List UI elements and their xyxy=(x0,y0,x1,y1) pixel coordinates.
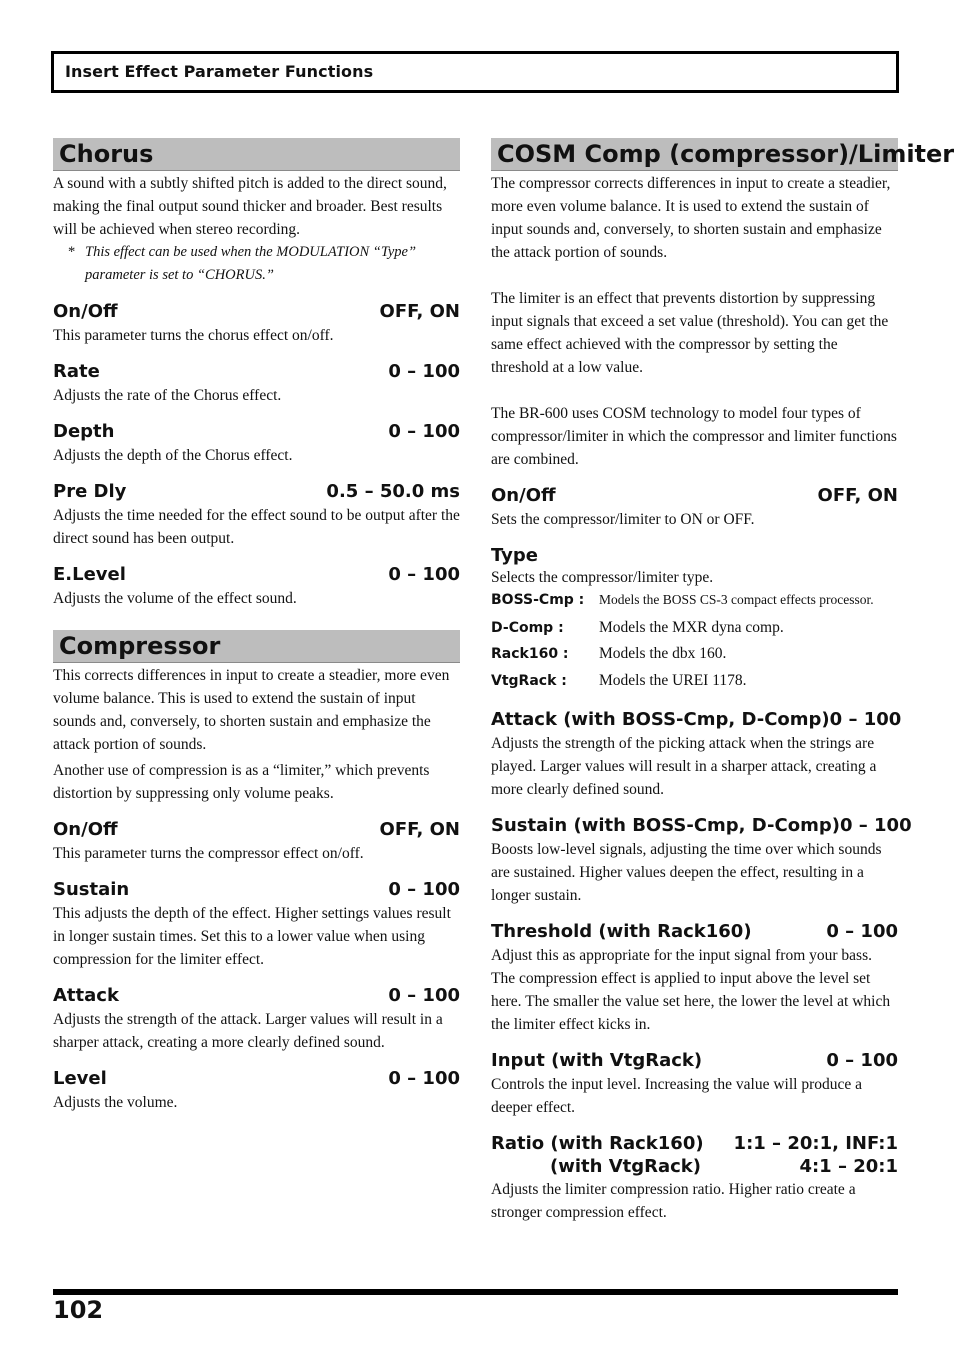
param-range: OFF, ON xyxy=(817,485,898,506)
param-cosm-input xyxy=(491,1049,898,1073)
param-name: Attack xyxy=(53,985,119,1006)
type-item xyxy=(491,619,898,646)
param-name: Rate xyxy=(53,361,100,382)
param-comp-level xyxy=(53,1067,460,1091)
param-desc: Controls the input level. Increasing the value will produce a deeper effect. xyxy=(491,1076,863,1116)
param-desc: Adjusts the strength of the picking attack when the strings are played. Larger values will result in a sharper attack, creating a more clearly defined sound. xyxy=(491,735,877,798)
param-comp-attack xyxy=(53,984,460,1008)
right-column xyxy=(491,138,954,1224)
param-range: 0 – 100 xyxy=(388,421,460,442)
param-cosm-attack xyxy=(491,708,902,732)
param-name: On/Off xyxy=(53,301,118,322)
param-name: E.Level xyxy=(53,564,126,585)
param-name: Sustain (with BOSS-Cmp, D-Comp) xyxy=(491,815,840,836)
param-range: 0 – 100 xyxy=(829,709,902,730)
param-range: 0 – 100 xyxy=(826,921,898,942)
param-chorus-depth xyxy=(53,420,460,444)
note-mark: * xyxy=(68,244,76,260)
param-desc: This adjusts the depth of the effect. Higher settings values result in longer sustain times. Set this to a lower value when using compression for the limiter effect. xyxy=(53,905,451,968)
cosm-intro-2: The limiter is an effect that prevents distortion by suppressing input signals that exceed a set value (threshold). You can get the same effect achieved with the compressor by setting the threshold at a low value. xyxy=(491,290,889,376)
param-desc: Adjusts the limiter compression ratio. Higher ratio create a stronger compression effect. xyxy=(491,1181,856,1221)
param-name: (with VtgRack) xyxy=(550,1156,702,1177)
param-cosm-type xyxy=(491,544,898,568)
param-range: 0 – 100 xyxy=(826,1050,898,1071)
param-desc: Adjust this as appropriate for the input signal from your bass. The compression effect is applied to input above the level set here. The smaller the value set here, the lower the level at which the limiter effect kicks in. xyxy=(491,947,891,1033)
param-desc: This parameter turns the chorus effect on/off. xyxy=(53,327,334,344)
param-range: OFF, ON xyxy=(379,301,460,322)
param-desc: Adjusts the volume. xyxy=(53,1094,178,1111)
param-chorus-elevel xyxy=(53,563,460,587)
param-name: Pre Dly xyxy=(53,481,127,502)
type-item xyxy=(491,592,898,619)
param-desc: Boosts low-level signals, adjusting the time over which sounds are sustained. Higher values deepen the effect, resulting in a longer sustain. xyxy=(491,841,882,904)
param-range: OFF, ON xyxy=(379,819,460,840)
param-desc: This parameter turns the compressor effect on/off. xyxy=(53,845,364,862)
param-cosm-threshold xyxy=(491,920,898,944)
type-item xyxy=(491,672,898,699)
param-name: Threshold (with Rack160) xyxy=(491,921,752,942)
param-name: Type xyxy=(491,545,538,566)
type-val: Models the MXR dyna comp. xyxy=(599,618,784,636)
type-key: Rack160 : xyxy=(491,646,569,662)
param-name: Level xyxy=(53,1068,107,1089)
param-range: 0.5 – 50.0 ms xyxy=(326,481,460,502)
param-name: Attack (with BOSS-Cmp, D-Comp) xyxy=(491,709,830,730)
compressor-intro-2: Another use of compression is as a “limiter,” which prevents distortion by suppressing only volume peaks. xyxy=(53,762,430,802)
cosm-title: COSM Comp (compressor)/Limiter xyxy=(491,138,898,171)
chorus-note-text: This effect can be used when the MODULATION “Type” parameter is set to “CHORUS.” xyxy=(85,244,417,283)
type-key: VtgRack : xyxy=(491,672,567,689)
param-chorus-onoff xyxy=(53,300,460,324)
param-range: 4:1 – 20:1 xyxy=(799,1156,898,1177)
chorus-title: Chorus xyxy=(53,138,460,171)
param-cosm-sustain xyxy=(491,814,912,838)
param-range: 0 – 100 xyxy=(388,985,460,1006)
param-range: 1:1 – 20:1, INF:1 xyxy=(733,1133,898,1154)
param-comp-onoff xyxy=(53,818,460,842)
param-name: Depth xyxy=(53,421,115,442)
page-number: 102 xyxy=(53,1296,104,1324)
param-chorus-predly xyxy=(53,480,460,504)
type-key: D-Comp : xyxy=(491,619,564,636)
param-name: Input (with VtgRack) xyxy=(491,1050,703,1071)
type-val: Models the UREI 1178. xyxy=(599,671,747,689)
param-name: On/Off xyxy=(491,485,556,506)
left-column xyxy=(53,138,460,1114)
param-desc: Adjusts the time needed for the effect sound to be output after the direct sound has been output. xyxy=(53,507,460,547)
param-name: On/Off xyxy=(53,819,118,840)
param-range: 0 – 100 xyxy=(388,361,460,382)
footer-rule xyxy=(53,1289,898,1295)
param-range: 0 – 100 xyxy=(839,815,912,836)
param-desc: Adjusts the strength of the attack. Larger values will result in a sharper attack, creating a more clearly defined sound. xyxy=(53,1011,443,1051)
compressor-intro-1: This corrects differences in input to create a steadier, more even volume balance. This is used to extend the sustain of input sounds and, conversely, to shorten sustain and emphasize the attack portion of sounds. xyxy=(53,667,450,753)
param-comp-sustain xyxy=(53,878,460,902)
param-range: 0 – 100 xyxy=(388,1068,460,1089)
param-name: Sustain xyxy=(53,879,130,900)
chorus-intro: A sound with a subtly shifted pitch is added to the direct sound, making the final output sound thicker and broader. Best results will be achieved when stereo recording. xyxy=(53,175,447,238)
param-cosm-onoff xyxy=(491,484,898,508)
compressor-title: Compressor xyxy=(53,630,460,663)
param-chorus-rate xyxy=(53,360,460,384)
param-desc: Selects the compressor/limiter type. xyxy=(491,569,714,586)
chorus-note xyxy=(53,241,460,287)
cosm-intro-1: The compressor corrects differences in input to create a steadier, more even volume balance. It is used to extend the sustain of input sounds and, conversely, to shorten sustain and emphasize the attack portion of sounds. xyxy=(491,175,891,261)
type-val: Models the BOSS CS-3 compact effects processor. xyxy=(599,592,874,607)
param-name: Ratio (with Rack160) xyxy=(491,1133,704,1154)
type-key: BOSS-Cmp : xyxy=(491,592,585,608)
param-desc: Adjusts the volume of the effect sound. xyxy=(53,590,297,607)
type-item xyxy=(491,645,898,672)
type-val: Models the dbx 160. xyxy=(599,645,727,662)
param-desc: Adjusts the rate of the Chorus effect. xyxy=(53,387,282,404)
header-title: Insert Effect Parameter Functions xyxy=(65,62,374,81)
param-range: 0 – 100 xyxy=(388,564,460,585)
param-desc: Adjusts the depth of the Chorus effect. xyxy=(53,447,293,464)
cosm-intro-3: The BR-600 uses COSM technology to model four types of compressor/limiter in which the compressor and limiter functions are combined. xyxy=(491,405,897,468)
param-desc: Sets the compressor/limiter to ON or OFF. xyxy=(491,511,755,528)
param-range: 0 – 100 xyxy=(388,879,460,900)
param-cosm-ratio xyxy=(491,1132,898,1178)
header-box xyxy=(51,51,899,93)
